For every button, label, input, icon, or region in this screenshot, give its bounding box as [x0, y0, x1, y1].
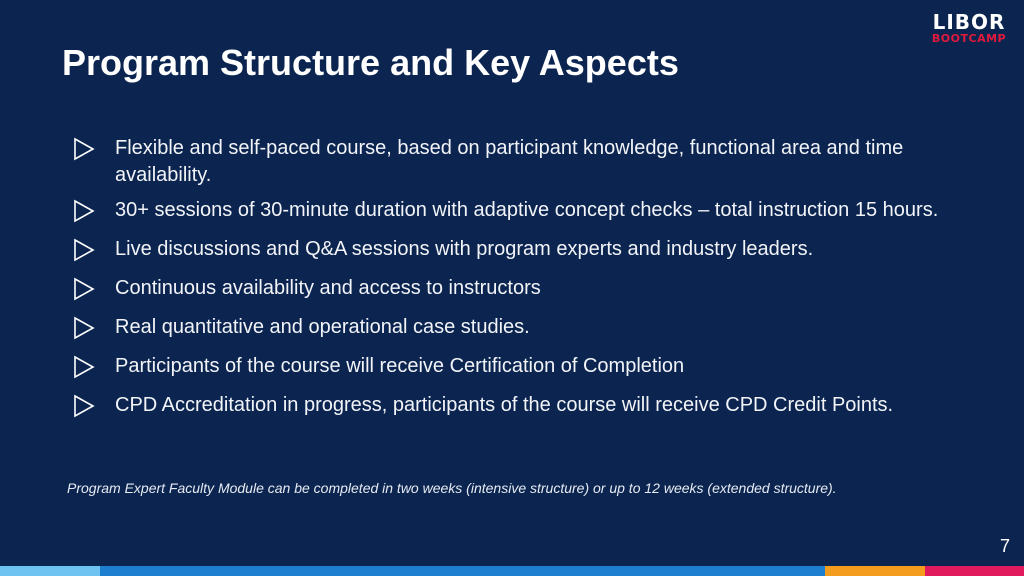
- triangle-bullet-icon: [72, 353, 115, 384]
- bullet-text: Live discussions and Q&A sessions with program experts and industry leaders.: [115, 238, 814, 260]
- triangle-bullet-icon: [72, 392, 115, 423]
- bar-segment-orange: [825, 566, 925, 576]
- bullet-text: CPD Accreditation in progress, participants of the course will receive CPD Credit Points.: [115, 394, 894, 416]
- page-number: 7: [999, 536, 1010, 556]
- bullet-item: [72, 275, 952, 306]
- bullet-text: Flexible and self-paced course, based on participant knowledge, functional area and time availability.: [115, 137, 904, 186]
- bullet-text: Continuous availability and access to instructors: [115, 277, 541, 299]
- bar-segment-blue: [100, 566, 825, 576]
- bullet-item: [72, 135, 952, 189]
- bullet-list: [72, 135, 952, 431]
- bar-segment-light-blue: [0, 566, 100, 576]
- footnote: Program Expert Faculty Module can be completed in two weeks (intensive structure) or up to 12 weeks (extended structure).: [67, 480, 837, 496]
- bullet-item: [72, 392, 952, 423]
- triangle-bullet-icon: [72, 197, 115, 228]
- bottom-color-bar: [0, 566, 1024, 576]
- triangle-bullet-icon: [72, 275, 115, 306]
- bullet-text: Real quantitative and operational case studies.: [115, 316, 530, 338]
- bullet-item: [72, 353, 952, 384]
- slide-title: Program Structure and Key Aspects: [62, 42, 679, 83]
- bullet-text: Participants of the course will receive Certification of Completion: [115, 355, 685, 377]
- bullet-item: [72, 236, 952, 267]
- libor-bootcamp-logo: [924, 12, 1014, 44]
- logo-bottom-text: BOOTCAMP: [931, 32, 1007, 45]
- bar-segment-pink: [925, 566, 1024, 576]
- triangle-bullet-icon: [72, 135, 115, 166]
- triangle-bullet-icon: [72, 314, 115, 345]
- triangle-bullet-icon: [72, 236, 115, 267]
- bullet-text: 30+ sessions of 30-minute duration with adaptive concept checks – total instruction 15 hours.: [115, 199, 939, 221]
- bullet-item: [72, 197, 952, 228]
- logo-top-text: LIBOR: [932, 10, 1006, 34]
- bullet-item: [72, 314, 952, 345]
